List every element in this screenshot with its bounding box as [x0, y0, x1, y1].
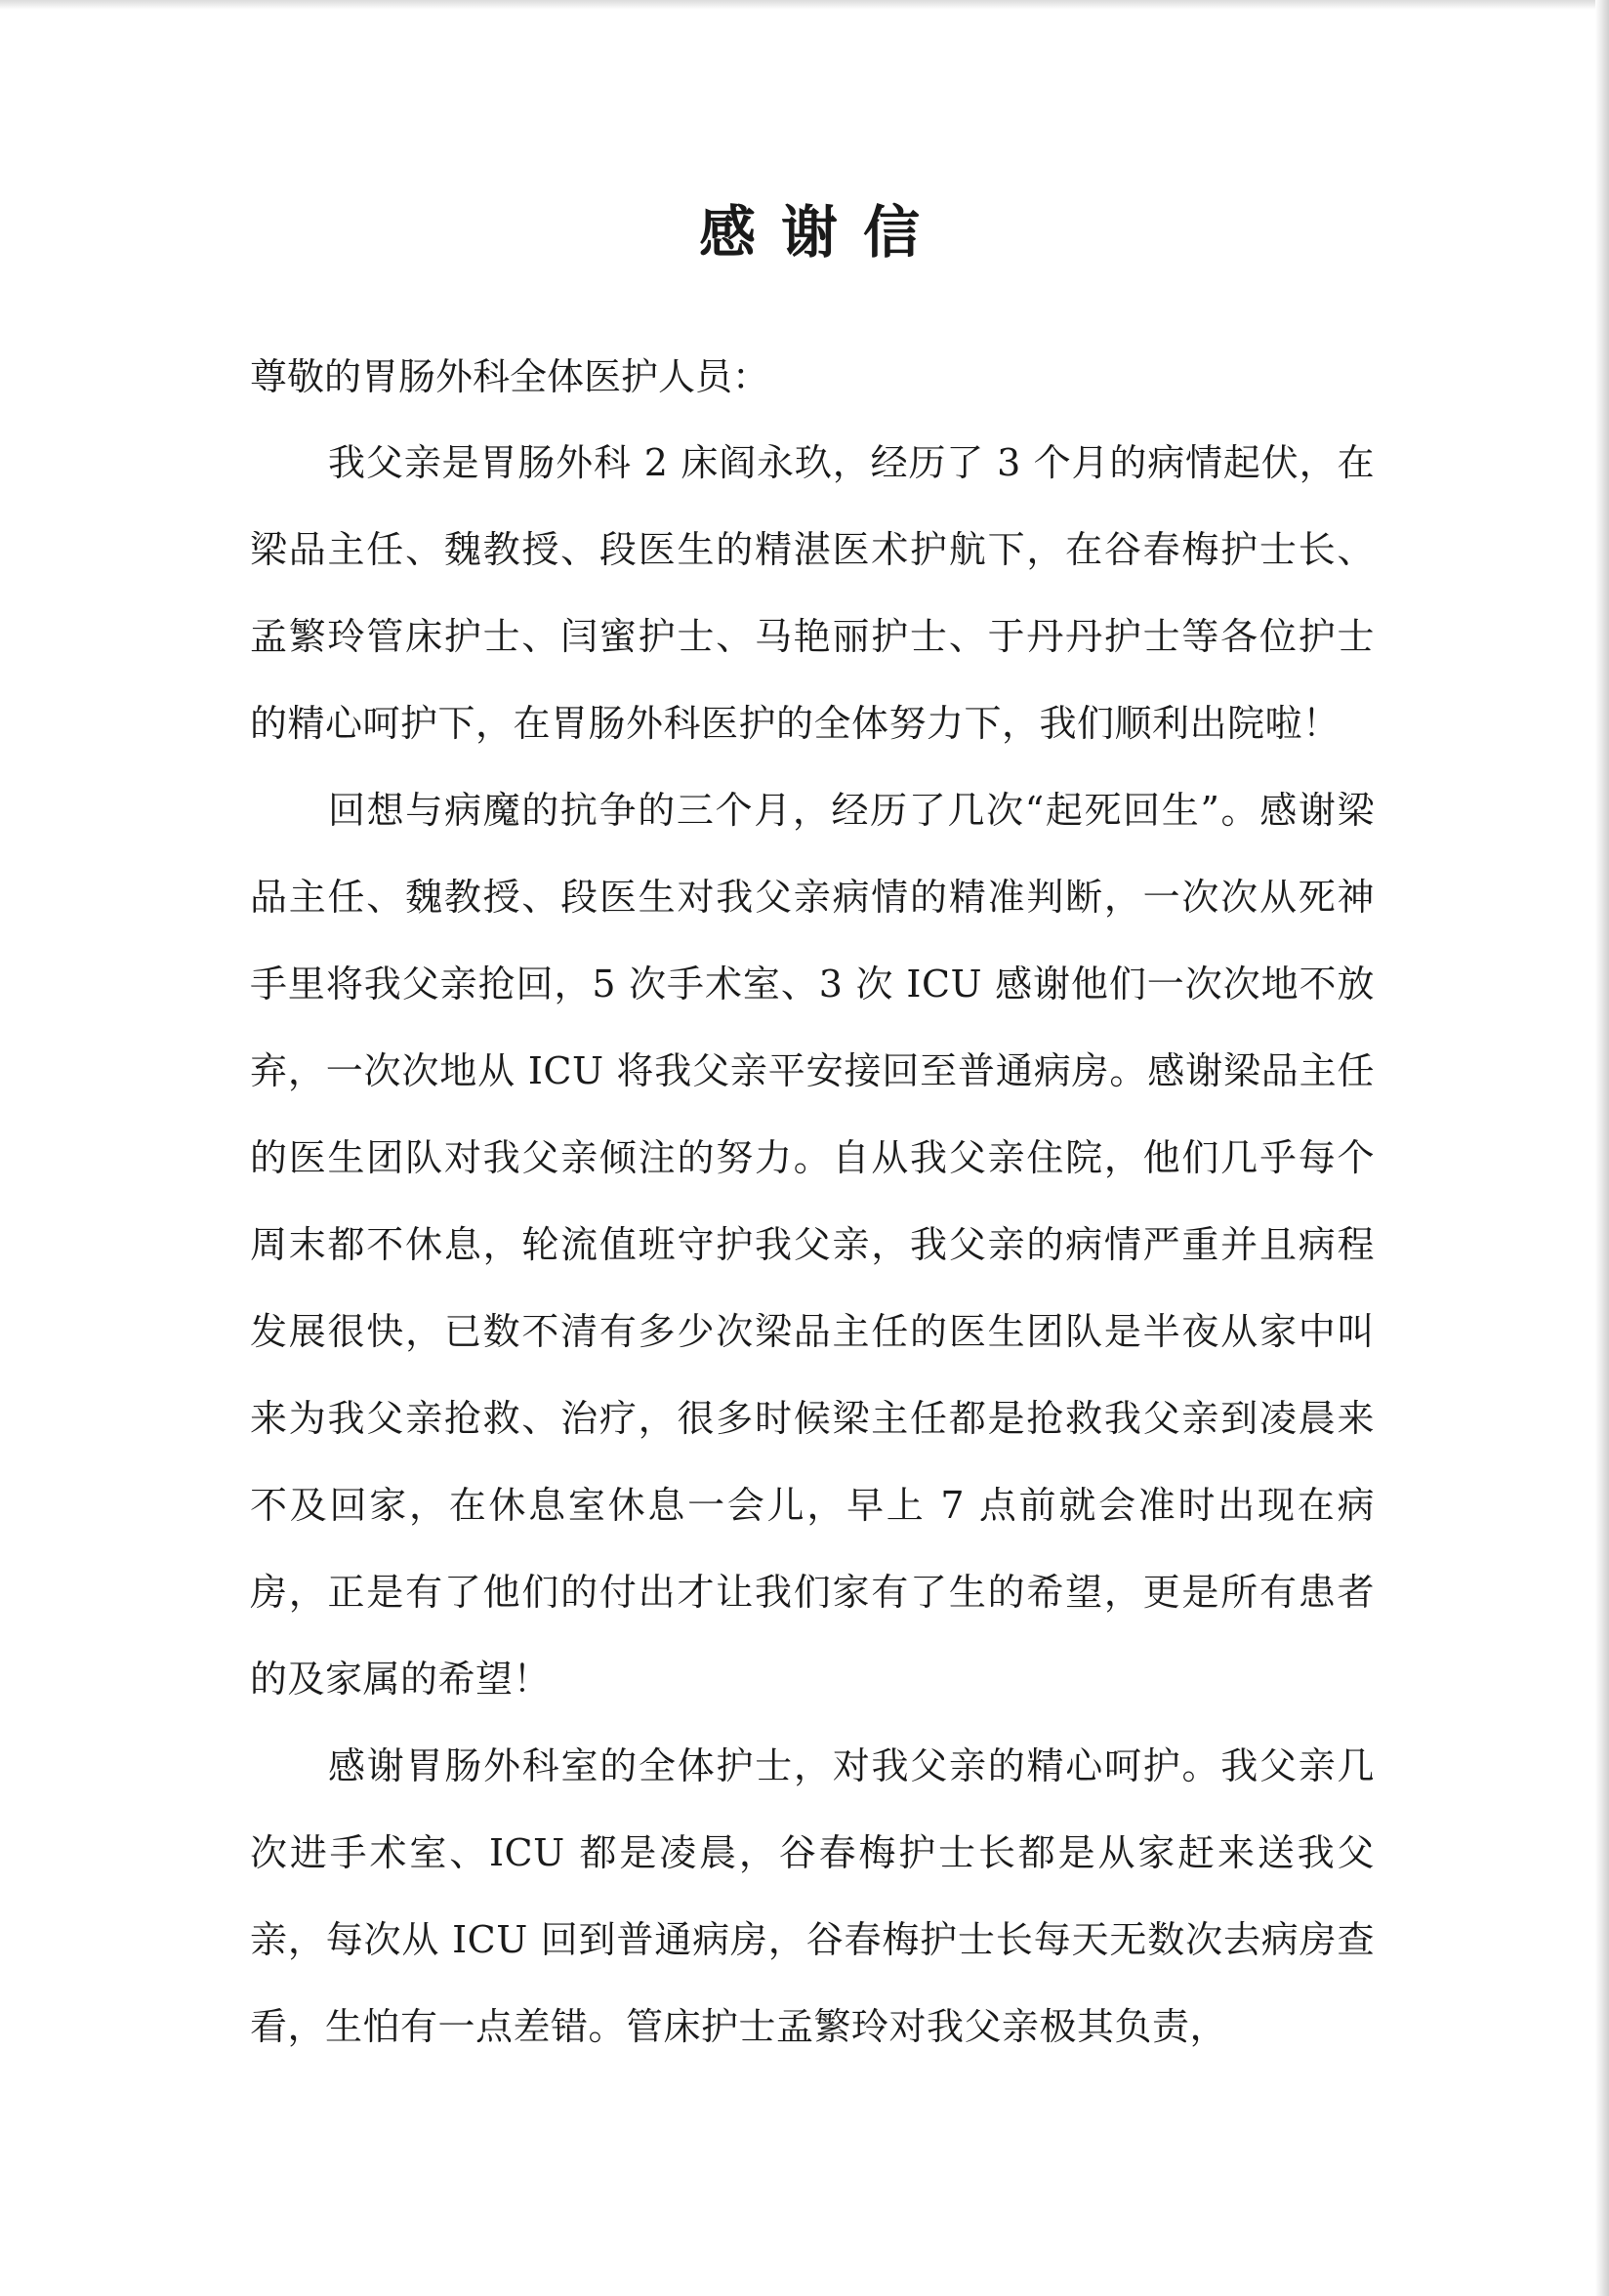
letter-salutation: 尊敬的胃肠外科全体医护人员： [250, 355, 770, 398]
letter-paragraph-2: 回想与病魔的抗争的三个月，经历了几次“起死回生”。感谢梁品主任、魏教授、段医生对我父亲病情的精准判断，一次次从死神手里将我父亲抢回，5 次手术室、3 次 ICU 感谢他们一次次地不放弃，一次次地从 ICU 将我父亲平安接回至普通病房。感谢梁品主任的医生团队对我父亲倾注的努力。自从我父亲住院，他们几乎每个周末都不休息，轮流值班守护我父亲，我父亲的病情严重并且病程发展很快，已数不清有多少次梁品主任的医生团队是半夜从家中叫来为我父亲抢救、治疗，很多时候梁主任都是抢救我父亲到凌晨来不及回家，在休息室休息一会儿，早上 7 点前就会准时出现在病房，正是有了他们的付出才让我们家有了生的希望，更是所有患者的及家属的希望！ [250, 789, 1375, 1701]
letter-title: 感谢信 [698, 199, 945, 266]
letter-paragraph-3: 感谢胃肠外科室的全体护士，对我父亲的精心呵护。我父亲几次进手术室、ICU 都是凌晨，谷春梅护士长都是从家赶来送我父亲，每次从 ICU 回到普通病房，谷春梅护士长每天无数次去病房查看，生怕有一点差错。管床护士孟繁玲对我父亲极其负责， [250, 1744, 1375, 2048]
scan-edge-right [1595, 0, 1609, 2296]
scan-edge-top [0, 0, 1609, 10]
letter-paragraph-1: 我父亲是胃肠外科 2 床阎永玖，经历了 3 个月的病情起伏，在梁品主任、魏教授、段医生的精湛医术护航下，在谷春梅护士长、孟繁玲管床护士、闫蜜护士、马艳丽护士、于丹丹护士等各位护士的精心呵护下，在胃肠外科医护的全体努力下，我们顺利出院啦！ [250, 441, 1375, 745]
letter-page [250, 185, 1375, 2070]
